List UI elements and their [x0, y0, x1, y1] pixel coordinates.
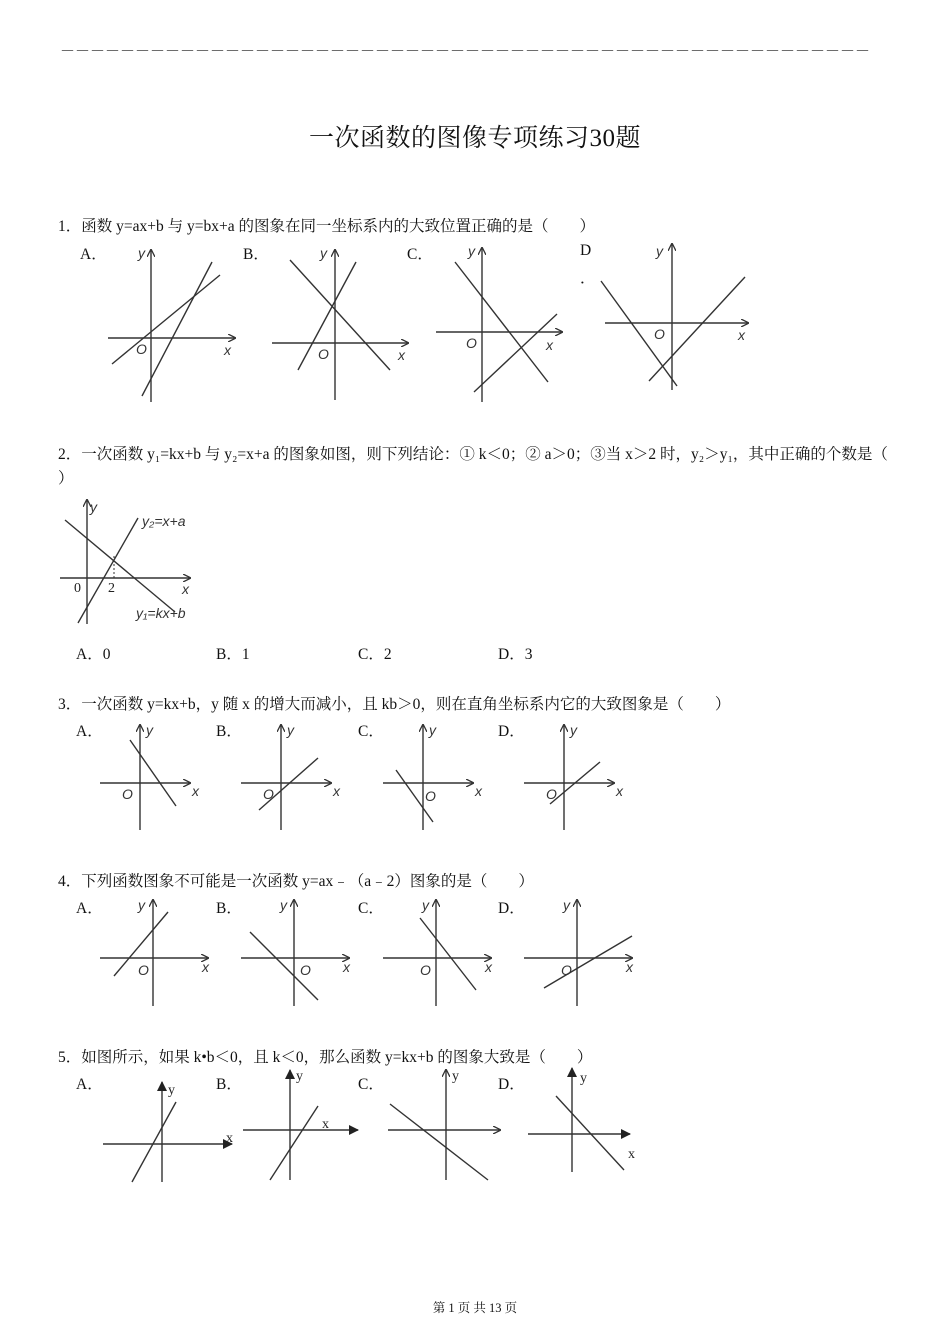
origin-label: O — [263, 786, 274, 802]
question-4-text: 4．下列函数图象不可能是一次函数 y=ax﹣（a﹣2）图象的是（ ） — [58, 873, 534, 890]
q4-graph-c — [383, 897, 493, 1006]
q5-graph-a — [103, 1082, 233, 1182]
y-axis-label: y — [138, 245, 145, 261]
q1-graph-c — [436, 243, 562, 402]
q3-graph-b — [241, 722, 341, 830]
x-axis-label: x — [333, 783, 340, 799]
q4-graph-b — [241, 897, 351, 1006]
origin-zero-label: 0 — [74, 581, 81, 596]
q4-option-c: C． — [358, 900, 384, 917]
origin-label: O — [425, 788, 436, 804]
x-axis-label: x — [628, 1147, 635, 1162]
origin-label: O — [138, 962, 149, 978]
x-axis-label: x — [738, 327, 745, 343]
y-axis-label: y — [570, 722, 577, 738]
x-axis-label: x — [226, 1131, 233, 1146]
q4-graph-d — [524, 897, 634, 1006]
y-axis-label: y — [580, 1071, 587, 1086]
x-axis-label: x — [546, 337, 553, 353]
x-axis-label: x — [182, 581, 189, 597]
q2-option-c: C．2 — [358, 646, 392, 663]
y-axis-label: y — [656, 243, 663, 259]
y-axis-label: y — [468, 243, 475, 259]
y1-line-label: y₁=kx+b — [136, 605, 186, 621]
q3-graph-c — [383, 722, 483, 830]
q1-option-d: D — [580, 242, 592, 259]
q3-graph-a — [100, 722, 200, 830]
y-axis-label: y — [422, 897, 429, 913]
q2-option-d: D．3 — [498, 646, 533, 663]
y-axis-label: y — [146, 722, 153, 738]
x-axis-label: x — [475, 783, 482, 799]
q2-option-b: B．1 — [216, 646, 250, 663]
question-5-text: 5．如图所示，如果 k•b＜0，且 k＜0，那么函数 y=kx+b 的图象大致是（ ） — [58, 1049, 593, 1066]
q5-option-c: C． — [358, 1076, 384, 1093]
q1-graph-d — [601, 243, 748, 390]
y-axis-label: y — [287, 722, 294, 738]
y2-line-label: y₂=x+a — [142, 513, 186, 529]
q5-option-b: B． — [216, 1076, 242, 1093]
y-axis-label: y — [296, 1069, 303, 1084]
q5-option-a: A． — [76, 1076, 103, 1093]
origin-label: O — [318, 346, 329, 362]
y-axis-label: y — [452, 1069, 459, 1084]
y-axis-label: y — [280, 897, 287, 913]
y-axis-label: y — [168, 1083, 175, 1098]
y-axis-label: y — [320, 245, 327, 261]
q4-option-a: A． — [76, 900, 103, 917]
origin-label: O — [561, 962, 572, 978]
q1-option-d-dot: ． — [580, 270, 596, 287]
q5-graph-d — [528, 1068, 635, 1172]
q1-option-a: A． — [80, 246, 107, 263]
question-2-text-cont: ） — [58, 470, 74, 487]
q3-option-b: B． — [216, 723, 242, 740]
x-axis-label: x — [224, 342, 231, 358]
q4-option-b: B． — [216, 900, 242, 917]
y-axis-label: y — [563, 897, 570, 913]
x-axis-label: x — [322, 1117, 329, 1132]
x-axis-label: x — [192, 783, 199, 799]
origin-label: O — [300, 962, 311, 978]
q5-option-d: D． — [498, 1076, 525, 1093]
x-axis-label: x — [616, 783, 623, 799]
q5-graph-b — [243, 1069, 358, 1180]
origin-label: O — [122, 786, 133, 802]
q3-graph-d — [524, 722, 624, 830]
q4-graph-a — [100, 897, 210, 1006]
q2-graph — [60, 499, 190, 624]
q1-graph-a — [108, 245, 235, 402]
question-2-text: 2．一次函数 y₁=kx+b 与 y₂=x+a 的图象如图，则下列结论：① k＜0；② a＞0；③当 x＞2 时，y₂＞y₁，其中正确的个数是（ — [58, 446, 888, 463]
q1-option-c: C． — [407, 246, 433, 263]
q3-option-a: A． — [76, 723, 103, 740]
origin-label: O — [136, 341, 147, 357]
y-axis-label: y — [90, 499, 97, 515]
x-axis-label: x — [398, 347, 405, 363]
origin-label: O — [654, 326, 665, 342]
q4-option-d: D． — [498, 900, 525, 917]
question-1-text: 1．函数 y=ax+b 与 y=bx+a 的图象在同一坐标系内的大致位置正确的是（ ） — [58, 218, 595, 235]
question-3-text: 3．一次函数 y=kx+b，y 随 x 的增大而减小，且 kb＞0，则在直角坐标系内它的大致图象是（ ） — [58, 696, 731, 713]
x-axis-label: x — [485, 959, 492, 975]
x-axis-label: x — [343, 959, 350, 975]
x-two-label: 2 — [108, 581, 115, 596]
origin-label: O — [420, 962, 431, 978]
page-title: 一次函数的图像专项练习30题 — [308, 125, 641, 152]
q1-option-b: B． — [243, 246, 269, 263]
q5-graph-c — [388, 1069, 500, 1180]
top-dash-line: －－－－－－－－－－－－－－－－－－－－－－－－－－－－－－－－－－－－－－－－－－－－－－－－－－－－－－ — [60, 44, 871, 56]
q3-option-d: D． — [498, 723, 525, 740]
origin-label: O — [546, 786, 557, 802]
y-axis-label: y — [429, 722, 436, 738]
y-axis-label: y — [138, 897, 145, 913]
page-footer: 第 1 页 共 13 页 — [432, 1301, 518, 1315]
origin-label: O — [466, 335, 477, 351]
x-axis-label: x — [626, 959, 633, 975]
q3-option-c: C． — [358, 723, 384, 740]
x-axis-label: x — [202, 959, 209, 975]
q1-graph-b — [272, 245, 408, 400]
q2-option-a: A．0 — [76, 646, 111, 663]
